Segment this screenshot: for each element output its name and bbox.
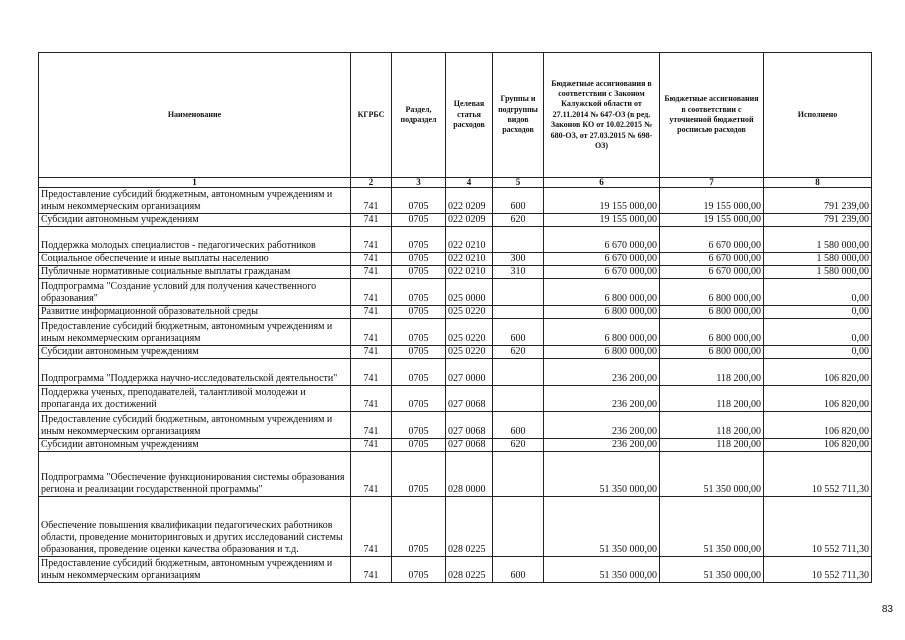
- header-section: Раздел, подраздел: [392, 53, 446, 178]
- cell-kgrbs: 741: [351, 279, 392, 306]
- cell-section: 0705: [392, 306, 446, 319]
- cell-law: 19 155 000,00: [544, 188, 660, 214]
- cell-section: 0705: [392, 253, 446, 266]
- cell-name: Предоставление субсидий бюджетным, автономным учреждениям и иным некоммерческим организациям: [39, 188, 351, 214]
- cell-refined: 6 800 000,00: [660, 279, 764, 306]
- cell-section: 0705: [392, 412, 446, 439]
- cell-executed: 0,00: [764, 279, 872, 306]
- cell-executed: 10 552 711,30: [764, 497, 872, 557]
- cell-refined: 6 670 000,00: [660, 253, 764, 266]
- column-numbers-row: [39, 178, 872, 188]
- cell-refined: 6 800 000,00: [660, 306, 764, 319]
- cell-name: Предоставление субсидий бюджетным, автономным учреждениям и иным некоммерческим организациям: [39, 319, 351, 346]
- cell-law: 236 200,00: [544, 439, 660, 452]
- cell-name: Поддержка ученых, преподавателей, талантливой молодежи и пропаганда их достижений: [39, 386, 351, 412]
- cell-refined: 6 800 000,00: [660, 319, 764, 346]
- column-number: 2: [351, 178, 392, 188]
- cell-group: [493, 306, 544, 319]
- cell-group: 310: [493, 266, 544, 279]
- cell-target: 022 0209: [446, 188, 493, 214]
- cell-name: Подпрограмма "Поддержка научно-исследовательской деятельности": [39, 359, 351, 386]
- table-row: [39, 557, 872, 583]
- cell-section: 0705: [392, 497, 446, 557]
- cell-executed: 10 552 711,30: [764, 452, 872, 497]
- cell-executed: 10 552 711,30: [764, 557, 872, 583]
- cell-refined: 19 155 000,00: [660, 214, 764, 227]
- table-row: [39, 266, 872, 279]
- cell-section: 0705: [392, 386, 446, 412]
- cell-law: 6 670 000,00: [544, 227, 660, 253]
- cell-section: 0705: [392, 214, 446, 227]
- cell-group: [493, 452, 544, 497]
- cell-refined: 118 200,00: [660, 412, 764, 439]
- cell-law: 6 800 000,00: [544, 346, 660, 359]
- table-header: [39, 53, 872, 188]
- cell-name: Субсидии автономным учреждениям: [39, 214, 351, 227]
- cell-kgrbs: 741: [351, 359, 392, 386]
- cell-group: 620: [493, 439, 544, 452]
- cell-section: 0705: [392, 227, 446, 253]
- cell-executed: 1 580 000,00: [764, 266, 872, 279]
- table-row: [39, 188, 872, 214]
- cell-kgrbs: 741: [351, 412, 392, 439]
- cell-target: 025 0000: [446, 279, 493, 306]
- cell-section: 0705: [392, 346, 446, 359]
- table-row: [39, 279, 872, 306]
- cell-kgrbs: 741: [351, 346, 392, 359]
- column-number: 5: [493, 178, 544, 188]
- cell-target: 027 0068: [446, 412, 493, 439]
- cell-group: [493, 359, 544, 386]
- cell-executed: 0,00: [764, 319, 872, 346]
- cell-target: 027 0000: [446, 359, 493, 386]
- table-row: [39, 306, 872, 319]
- cell-group: [493, 279, 544, 306]
- cell-law: 51 350 000,00: [544, 497, 660, 557]
- cell-group: 600: [493, 188, 544, 214]
- cell-refined: 6 800 000,00: [660, 346, 764, 359]
- cell-law: 6 800 000,00: [544, 319, 660, 346]
- cell-executed: 0,00: [764, 346, 872, 359]
- cell-kgrbs: 741: [351, 188, 392, 214]
- cell-name: Субсидии автономным учреждениям: [39, 346, 351, 359]
- cell-law: 51 350 000,00: [544, 452, 660, 497]
- cell-group: [493, 497, 544, 557]
- header-group: Группы и подгруппы видов расходов: [493, 53, 544, 178]
- cell-law: 6 800 000,00: [544, 306, 660, 319]
- cell-refined: 51 350 000,00: [660, 452, 764, 497]
- cell-target: 025 0220: [446, 306, 493, 319]
- column-number: 8: [764, 178, 872, 188]
- cell-target: 027 0068: [446, 439, 493, 452]
- column-number: 4: [446, 178, 493, 188]
- cell-group: 620: [493, 346, 544, 359]
- cell-kgrbs: 741: [351, 319, 392, 346]
- cell-refined: 6 670 000,00: [660, 266, 764, 279]
- table-body: [39, 188, 872, 583]
- cell-kgrbs: 741: [351, 557, 392, 583]
- cell-group: [493, 227, 544, 253]
- cell-refined: 51 350 000,00: [660, 497, 764, 557]
- cell-name: Предоставление субсидий бюджетным, автономным учреждениям и иным некоммерческим организациям: [39, 557, 351, 583]
- cell-kgrbs: 741: [351, 386, 392, 412]
- cell-executed: 1 580 000,00: [764, 227, 872, 253]
- header-target: Целевая статья расходов: [446, 53, 493, 178]
- cell-law: 236 200,00: [544, 412, 660, 439]
- cell-name: Предоставление субсидий бюджетным, автономным учреждениям и иным некоммерческим организациям: [39, 412, 351, 439]
- table-row: [39, 346, 872, 359]
- cell-name: Публичные нормативные социальные выплаты гражданам: [39, 266, 351, 279]
- cell-section: 0705: [392, 452, 446, 497]
- cell-executed: 106 820,00: [764, 412, 872, 439]
- table-row: [39, 253, 872, 266]
- cell-name: Социальное обеспечение и иные выплаты населению: [39, 253, 351, 266]
- cell-law: 236 200,00: [544, 359, 660, 386]
- table-row: [39, 319, 872, 346]
- cell-executed: 1 580 000,00: [764, 253, 872, 266]
- cell-section: 0705: [392, 266, 446, 279]
- cell-target: 028 0225: [446, 557, 493, 583]
- table-row: [39, 227, 872, 253]
- cell-law: 51 350 000,00: [544, 557, 660, 583]
- page-number: 83: [881, 604, 893, 615]
- cell-executed: 106 820,00: [764, 439, 872, 452]
- table-row: [39, 386, 872, 412]
- header-refined: Бюджетные ассигнования в соответствии с уточненной бюджетной росписью расходов: [660, 53, 764, 178]
- cell-target: 025 0220: [446, 346, 493, 359]
- cell-law: 6 670 000,00: [544, 253, 660, 266]
- header-name: Наименование: [39, 53, 351, 178]
- cell-kgrbs: 741: [351, 497, 392, 557]
- cell-target: 022 0209: [446, 214, 493, 227]
- cell-section: 0705: [392, 359, 446, 386]
- cell-section: 0705: [392, 188, 446, 214]
- cell-name: Подпрограмма "Обеспечение функционирования системы образования региона и реализации государственной программы": [39, 452, 351, 497]
- cell-section: 0705: [392, 279, 446, 306]
- cell-refined: 118 200,00: [660, 386, 764, 412]
- cell-law: 19 155 000,00: [544, 214, 660, 227]
- cell-group: [493, 386, 544, 412]
- cell-kgrbs: 741: [351, 306, 392, 319]
- cell-executed: 791 239,00: [764, 188, 872, 214]
- cell-group: 300: [493, 253, 544, 266]
- cell-executed: 0,00: [764, 306, 872, 319]
- cell-kgrbs: 741: [351, 266, 392, 279]
- cell-law: 6 800 000,00: [544, 279, 660, 306]
- cell-name: Обеспечение повышения квалификации педагогических работников области, проведение мониторинговых и других исследований системы образования, проведение оценки качества образования и т.д.: [39, 497, 351, 557]
- cell-executed: 106 820,00: [764, 359, 872, 386]
- header-law: Бюджетные ассигнования в соответствии с Законом Калужской области от 27.11.2014 № 647-ОЗ (в ред. Законов КО от 10.02.2015 № 680-ОЗ, от 27.03.2015 № 698-ОЗ): [544, 53, 660, 178]
- column-number: 1: [39, 178, 351, 188]
- cell-group: 600: [493, 412, 544, 439]
- cell-target: 022 0210: [446, 266, 493, 279]
- cell-section: 0705: [392, 319, 446, 346]
- table-row: [39, 439, 872, 452]
- cell-refined: 6 670 000,00: [660, 227, 764, 253]
- cell-refined: 118 200,00: [660, 439, 764, 452]
- table-row: [39, 412, 872, 439]
- table-row: [39, 359, 872, 386]
- cell-law: 6 670 000,00: [544, 266, 660, 279]
- cell-name: Поддержка молодых специалистов - педагогических работников: [39, 227, 351, 253]
- table-row: [39, 214, 872, 227]
- table-row: [39, 452, 872, 497]
- cell-name: Развитие информационной образовательной среды: [39, 306, 351, 319]
- cell-target: 022 0210: [446, 253, 493, 266]
- cell-refined: 19 155 000,00: [660, 188, 764, 214]
- cell-target: 027 0068: [446, 386, 493, 412]
- cell-refined: 118 200,00: [660, 359, 764, 386]
- cell-target: 028 0000: [446, 452, 493, 497]
- budget-table: [38, 52, 872, 583]
- cell-kgrbs: 741: [351, 214, 392, 227]
- cell-kgrbs: 741: [351, 227, 392, 253]
- table-row: [39, 497, 872, 557]
- cell-group: 600: [493, 557, 544, 583]
- column-number: 3: [392, 178, 446, 188]
- cell-kgrbs: 741: [351, 452, 392, 497]
- header-executed: Исполнено: [764, 53, 872, 178]
- cell-target: 025 0220: [446, 319, 493, 346]
- cell-name: Подпрограмма "Создание условий для получения качественного образования": [39, 279, 351, 306]
- cell-group: 600: [493, 319, 544, 346]
- cell-target: 028 0225: [446, 497, 493, 557]
- cell-executed: 106 820,00: [764, 386, 872, 412]
- column-number: 7: [660, 178, 764, 188]
- cell-law: 236 200,00: [544, 386, 660, 412]
- cell-group: 620: [493, 214, 544, 227]
- cell-section: 0705: [392, 557, 446, 583]
- header-kgrbs: КГРБС: [351, 53, 392, 178]
- column-number: 6: [544, 178, 660, 188]
- cell-kgrbs: 741: [351, 253, 392, 266]
- cell-executed: 791 239,00: [764, 214, 872, 227]
- cell-name: Субсидии автономным учреждениям: [39, 439, 351, 452]
- cell-target: 022 0210: [446, 227, 493, 253]
- cell-kgrbs: 741: [351, 439, 392, 452]
- cell-refined: 51 350 000,00: [660, 557, 764, 583]
- cell-section: 0705: [392, 439, 446, 452]
